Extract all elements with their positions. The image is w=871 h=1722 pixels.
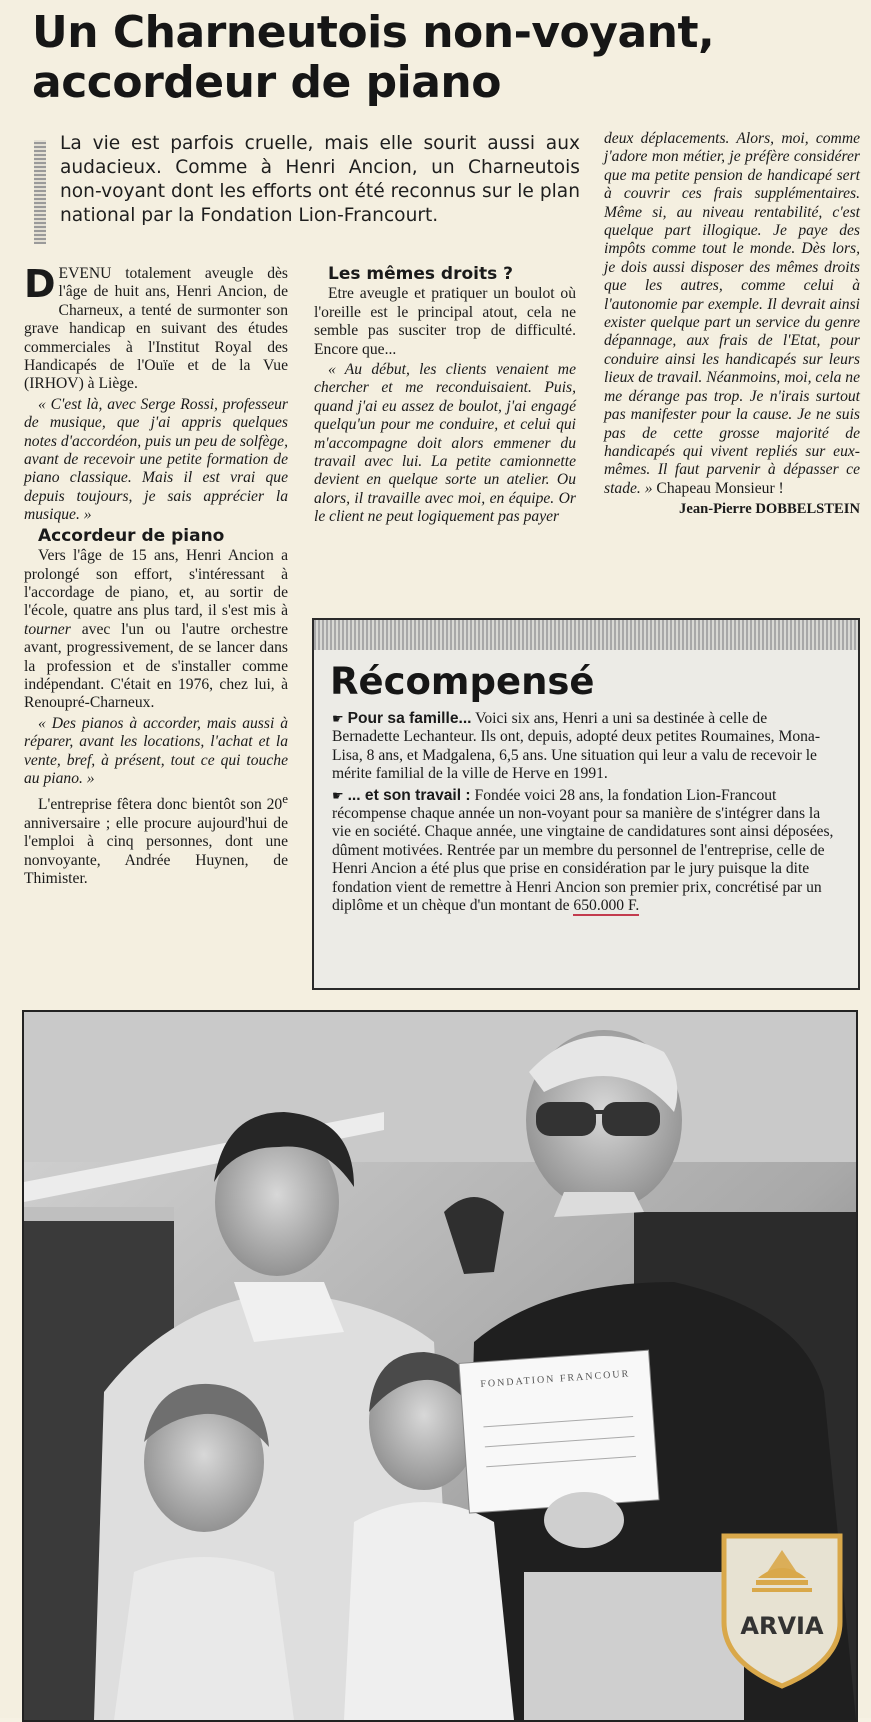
pointing-hand-icon: ☛ — [332, 711, 344, 726]
diploma — [459, 1350, 659, 1513]
seal-brand-text: ARVIA — [740, 1612, 824, 1640]
subheading-accordeur: Accordeur de piano — [38, 525, 225, 546]
box-title: Récompensé — [330, 660, 595, 703]
quote-paragraph: « Au début, les clients venaient me chercher et me reconduisaient. Puis, quand j'ai eu assez de boulot, j'ai engagé quelqu'un pour me conduire, et celui qui m'accompagne doit alors emmener du travail avec lui. La petite camionnette devient en quelque sorte un atelier. Ou alors, il travaille avec moi, en équipe. Or le client ne peut logiquement pas payer — [314, 361, 576, 526]
box-paragraph: ☛ ... et son travail : Fondée voici 28 ans, la fondation Lion-Francout récompense chaque année un non-voyant pour sa manière de s'intégrer dans la vie en société. Chaque année, une vingtaine de candidatures sont ainsi déposées, dûment motivées. Rentrée par un membre du personnel de l'entreprise, celle de Henri Ancion a été plus que prise en considération par le jury puisque la dite fondation vient de remettre à Henri Ancion son premier prix, concrétisé par un diplôme et un chèque d'un montant de 650.000 F. — [332, 786, 834, 915]
article-column-2 — [314, 265, 576, 529]
quote-paragraph: deux déplacements. Alors, moi, comme j'adore mon métier, je préfère considérer que ma petite pension de handicapé sert à couvrir ces frais supplémentaires. Même si, au niveau rentabilité, c'est quelque part illogique. Je paye des impôts comme tout le monde. Dès lors, je dois aussi disposer des mêmes droits que les autres, comme celui à l'autonomie par exemple. Il devrait ainsi exister quelque part un service du genre dépannage, aux frais de l'Etat, pour conduire ainsi les handicapés sur leurs lieux de travail. Néanmoins, moi, cela ne me dérange pas trop. Je n'irais surtout pas manifester pour la cause. Je ne suis pas de cette grosse majorité de handicapés qui vivent repliés sur eux-mêmes. Il faut parvenir à dépasser ce stade. » Chapeau Monsieur ! — [604, 130, 860, 497]
prize-amount: 650.000 F. — [573, 897, 640, 915]
paragraph: L'entreprise fêtera donc bientôt son 20e anniversaire ; elle procure aujourd'hui de l'emploi à cinq personnes, dont une nonvoyante, Andrée Huynen, de Thimister. — [24, 791, 288, 888]
article-lead: La vie est parfois cruelle, mais elle sourit aussi aux audacieux. Comme à Henri Ancion, un Charneutois non-voyant dont les efforts ont été reconnus sur le plan national par la Fondation Lion-Francourt. — [60, 133, 580, 226]
box-body — [332, 710, 838, 915]
child-left-sweater — [114, 1557, 294, 1720]
box-paragraph: ☛ Pour sa famille... Voici six ans, Henri a uni sa destinée à celle de Bernadette Lechanteur. Ils ont, depuis, adopté deux petites Roumaines, Mona-Lisa, 8 ans, et Madgalena, 6,5 ans. Une situation qui leur a valu de recevoir le mérite familial de la ville de Herve en 1991. — [332, 710, 821, 783]
author-byline: Jean-Pierre DOBBELSTEIN — [679, 501, 860, 518]
arvia-logo — [718, 1530, 846, 1690]
chapo-rule — [34, 140, 46, 244]
quote-paragraph: « Des pianos à accorder, mais aussi à réparer, avant les locations, l'achat et la vente, bref, à présent, tout ce qui touche au piano. » — [24, 714, 288, 787]
drop-cap: D — [24, 262, 56, 306]
paragraph: Vers l'âge de 15 ans, Henri Ancion a prolongé son effort, s'intéressant à l'accordage de piano, et, au sortir de l'école, quatre ans plus tard, il s'est mis à tourner avec l'un ou l'autre orchestre avant, progressivement, de se lancer dans la profession et de s'installer comme indépendant. C'était en 1976, chez lui, à Renoupré-Charneux. — [24, 547, 288, 712]
paragraph: DEVENU totalement aveugle dès l'âge de huit ans, Henri Ancion, de Charneux, a tenté de surmonter son grave handicap en suivant des études commerciales à l'Institut Royal des Handicapés de l'Ouïe et de la Vue (IRHOV) à Liège. — [24, 262, 288, 393]
paragraph: Etre aveugle et pratiquer un boulot où l'oreille est le principal atout, cela ne semble pas susciter trop de difficulté. Encore que... — [314, 285, 576, 358]
article-column-1 — [24, 262, 288, 891]
subheading-droits: Les mêmes droits ? — [328, 264, 514, 284]
pointing-hand-icon: ☛ — [332, 787, 344, 803]
quote-paragraph: « C'est là, avec Serge Rossi, professeur de musique, que j'ai appris quelques notes d'accordéon, puis un peu de solfège, avant de recevoir une petite formation de piano classique. Mais il est vrai que depuis toujours, je sais apprécier la musique. » — [24, 395, 288, 524]
diploma-text: FONDATION FRANCOUR — [480, 1368, 631, 1391]
article-column-3 — [604, 130, 860, 521]
child-right-sweater — [344, 1502, 514, 1720]
arvia-seal — [718, 1530, 846, 1690]
recompense-box — [312, 618, 860, 990]
article-headline: Un Charneutois non-voyant, accordeur de piano — [32, 7, 715, 108]
box-hatched-band — [314, 620, 858, 650]
